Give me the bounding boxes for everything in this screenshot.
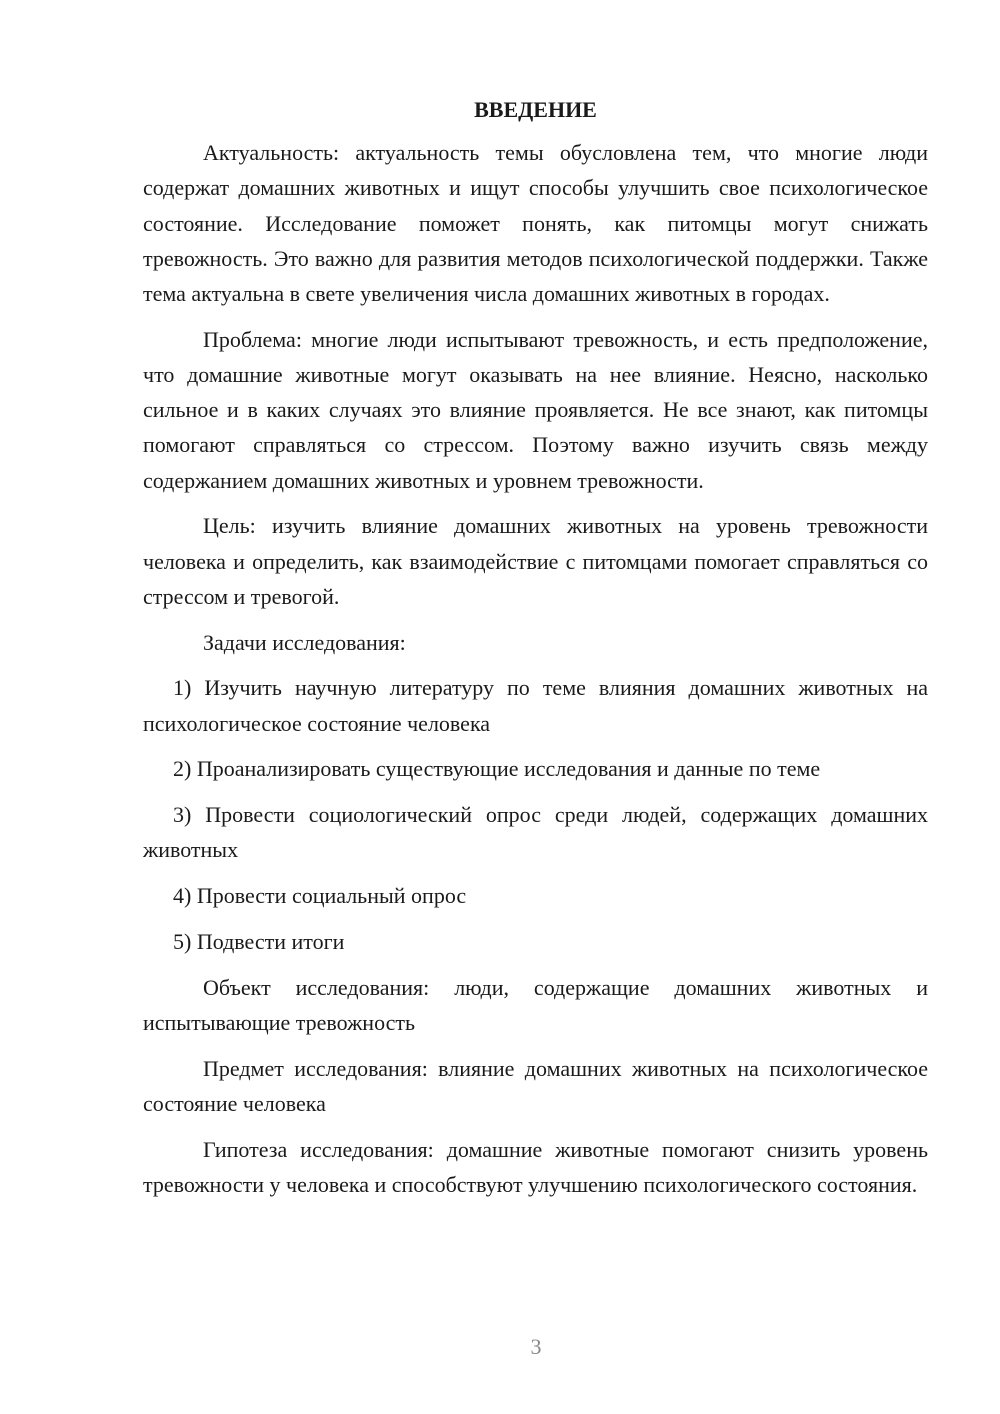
relevance-paragraph: Актуальность: актуальность темы обусловлена тем, что многие люди содержат домашних животных и ищут способы улучшить свое психологическое состояние. Исследование поможет понять, как питомцы могут снижать тревожность. Это важно для развития методов психологической поддержки. Также тема актуальна в свете увеличения числа домашних животных в городах. xyxy=(143,140,928,307)
problem-paragraph: Проблема: многие люди испытывают тревожность, и есть предположение, что домашние животные могут оказывать на нее влияние. Неясно, насколько сильное и в каких случаях это влияние проявляется. Не все знают, как питомцы помогают справляться со стрессом. Поэтому важно изучить связь между содержанием домашних животных и уровнем тревожности. xyxy=(143,326,928,493)
page-number: 3 xyxy=(530,1334,542,1359)
subject-paragraph: Предмет исследования: влияние домашних животных на психологическое состояние человека xyxy=(143,1055,928,1117)
task-item-5: 5) Подвести итоги xyxy=(173,929,345,955)
document-page xyxy=(143,92,928,1213)
task-item-3: 3) Провести социологический опрос среди людей, содержащих домашних животных xyxy=(143,802,928,863)
task-item-2: 2) Проанализировать существующие исследования и данные по теме xyxy=(173,756,821,782)
section-heading: ВВЕДЕНИЕ xyxy=(474,97,597,122)
task-item-1: 1) Изучить научную литературу по теме влияния домашних животных на психологическое состояние человека xyxy=(143,675,928,736)
goal-paragraph: Цель: изучить влияние домашних животных на уровень тревожности человека и определить, как взаимодействие с питомцами помогает справляться со стрессом и тревогой. xyxy=(143,513,928,609)
hypothesis-paragraph: Гипотеза исследования: домашние животные помогают снизить уровень тревожности у человека и способствуют улучшению психологического состояния. xyxy=(143,1136,928,1198)
tasks-heading: Задачи исследования: xyxy=(203,629,406,655)
object-paragraph: Объект исследования: люди, содержащие домашних животных и испытывающие тревожность xyxy=(143,974,928,1036)
task-item-4: 4) Провести социальный опрос xyxy=(173,883,467,909)
